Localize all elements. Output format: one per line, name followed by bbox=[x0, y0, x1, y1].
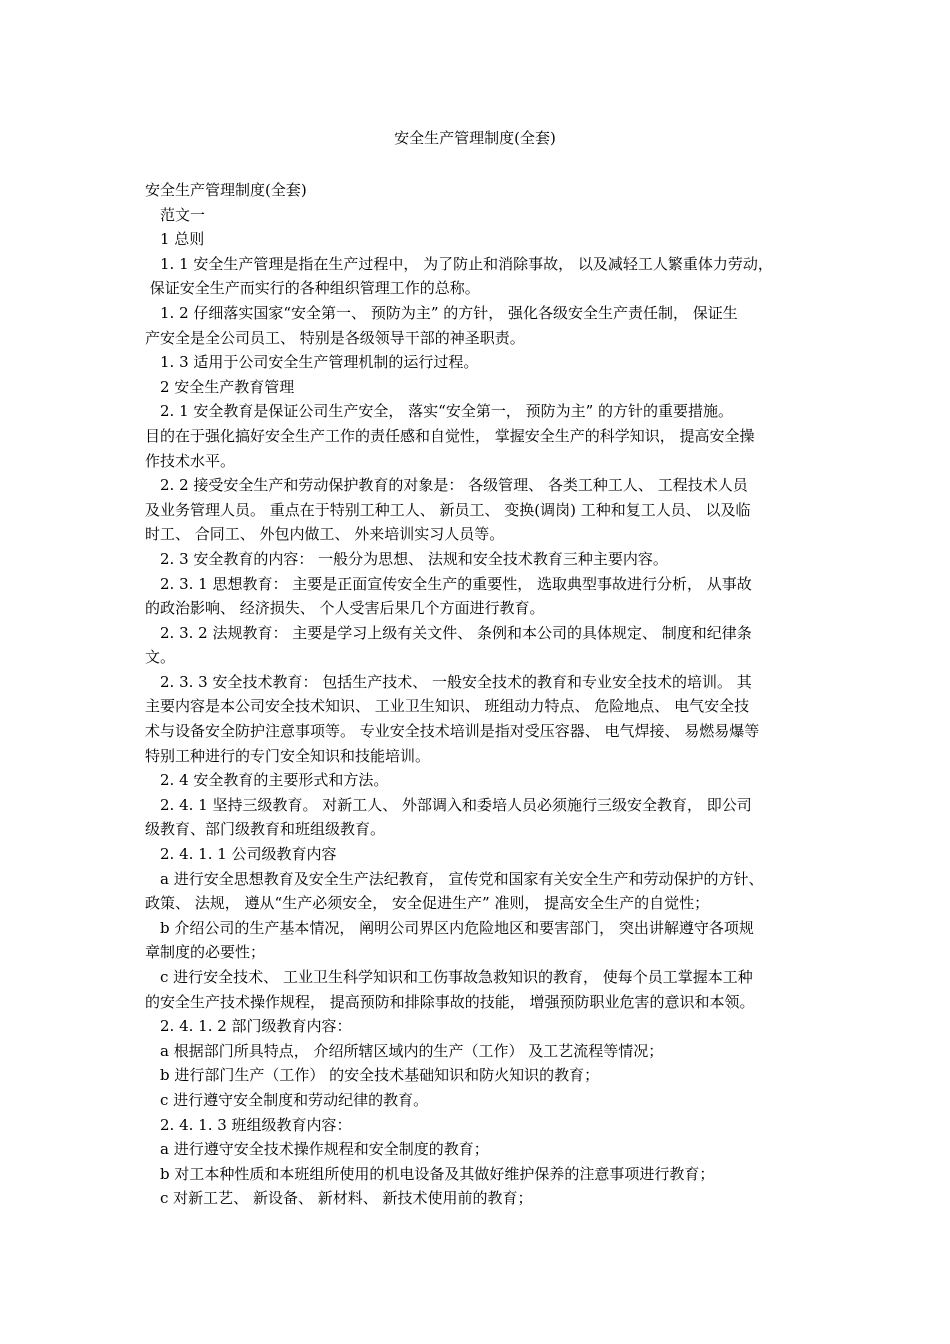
text-line: 政策、 法规， 遵从“生产必须安全， 安全促进生产” 准则， 提高安全生产的自觉性； bbox=[145, 894, 710, 913]
text-line: 2. 4 安全教育的主要形式和方法。 bbox=[160, 771, 389, 790]
text-line: a 进行安全思想教育及安全生产法纪教育， 宣传党和国家有关安全生产和劳动保护的方针、 bbox=[160, 869, 764, 888]
text-line: 章制度的必要性； bbox=[145, 943, 266, 962]
text-line: 2. 4. 1. 1 公司级教育内容 bbox=[160, 845, 337, 864]
text-line: a 进行遵守安全技术操作规程和安全制度的教育； bbox=[160, 1140, 489, 1159]
text-line: 2. 1 安全教育是保证公司生产安全， 落实“安全第一， 预防为主” 的方针的重要措施。 bbox=[160, 402, 734, 421]
text-line: 文。 bbox=[145, 648, 176, 667]
text-line: 2. 4. 1. 2 部门级教育内容： bbox=[160, 1017, 352, 1036]
text-line: 目的在于强化搞好安全生产工作的责任感和自觉性， 掌握安全生产的科学知识， 提高安全操 bbox=[145, 426, 755, 445]
text-line: 2. 4. 1 坚持三级教育。 对新工人、 外部调入和委培人员必须施行三级安全教育， 即公司 bbox=[160, 795, 752, 814]
text-line: 保证安全生产而实行的各种组织管理工作的总称。 bbox=[145, 279, 480, 298]
text-line: 特别工种进行的专门安全知识和技能培训。 bbox=[145, 746, 431, 765]
text-line: c 进行遵守安全制度和劳动纪律的教育。 bbox=[160, 1090, 429, 1109]
text-line: 安全生产管理制度(全套) bbox=[145, 181, 307, 199]
text-line: 2. 3. 3 安全技术教育： 包括生产技术、 一般安全技术的教育和专业安全技术的培训。 其 bbox=[160, 672, 752, 691]
text-line: b 介绍公司的生产基本情况， 阐明公司界区内危险地区和要害部门， 突出讲解遵守各项规 bbox=[160, 918, 754, 937]
text-line: 1. 2 仔细落实国家“安全第一、 预防为主” 的方针， 强化各级安全生产责任制， 保证生 bbox=[160, 303, 738, 322]
text-line: 及业务管理人员。 重点在于特别工种工人、 新员工、 变换(调岗) 工种和复工人员、 以及临 bbox=[145, 500, 751, 519]
text-line: 2. 4. 1. 3 班组级教育内容： bbox=[160, 1115, 352, 1134]
text-line: b 进行部门生产（工作） 的安全技术基础知识和防火知识的教育； bbox=[160, 1066, 600, 1085]
text-line: 时工、 合同工、 外包内做工、 外来培训实习人员等。 bbox=[145, 525, 505, 544]
text-line: 2. 2 接受安全生产和劳动保护教育的对象是： 各级管理、 各类工种工人、 工程技术人员 bbox=[160, 476, 748, 495]
text-line: 产安全是全公司员工、 特别是各级领导干部的神圣职责。 bbox=[145, 328, 525, 347]
text-line: 的政治影响、 经济损失、 个人受害后果几个方面进行教育。 bbox=[145, 599, 545, 618]
text-line: 2. 3. 1 思想教育： 主要是正面宣传安全生产的重要性， 选取典型事故进行分析， 从事故 bbox=[160, 574, 752, 593]
text-line: 的安全生产技术操作规程， 提高预防和排除事故的技能， 增强预防职业危害的意识和本领。 bbox=[145, 992, 755, 1011]
text-line: 2. 3. 2 法规教育： 主要是学习上级有关文件、 条例和本公司的具体规定、 制度和纪律条 bbox=[160, 623, 752, 642]
text-line: 级教育、部门级教育和班组级教育。 bbox=[145, 820, 386, 839]
text-line: 2 安全生产教育管理 bbox=[160, 377, 295, 396]
document-body bbox=[145, 178, 817, 1211]
text-line: 2. 3 安全教育的内容： 一般分为思想、 法规和安全技术教育三种主要内容。 bbox=[160, 549, 668, 568]
text-line: 1. 1 安全生产管理是指在生产过程中， 为了防止和消除事故， 以及减轻工人繁重体力劳动， bbox=[160, 254, 773, 273]
text-line: 作技术水平。 bbox=[145, 451, 236, 470]
text-line: 主要内容是本公司安全技术知识、 工业卫生知识、 班组动力特点、 危险地点、 电气安全技 bbox=[145, 697, 750, 716]
text-line: c 进行安全技术、 工业卫生科学知识和工伤事故急救知识的教育， 使每个员工掌握本工种 bbox=[160, 968, 753, 986]
document-title: 安全生产管理制度(全套) bbox=[394, 129, 556, 147]
text-line: a 根据部门所具特点， 介绍所辖区域内的生产（工作） 及工艺流程等情况； bbox=[160, 1041, 664, 1060]
text-line: 范文一 bbox=[160, 205, 206, 224]
text-line: 1 总则 bbox=[160, 230, 205, 249]
text-line: 术与设备安全防护注意事项等。 专业安全技术培训是指对受压容器、 电气焊接、 易燃易爆等 bbox=[145, 722, 760, 741]
text-line: 1. 3 适用于公司安全生产管理机制的运行过程。 bbox=[160, 353, 479, 372]
text-line: b 对工本种性质和本班组所使用的机电设备及其做好维护保养的注意事项进行教育； bbox=[160, 1164, 715, 1183]
text-line: c 对新工艺、 新设备、 新材料、 新技术使用前的教育； bbox=[160, 1189, 533, 1208]
